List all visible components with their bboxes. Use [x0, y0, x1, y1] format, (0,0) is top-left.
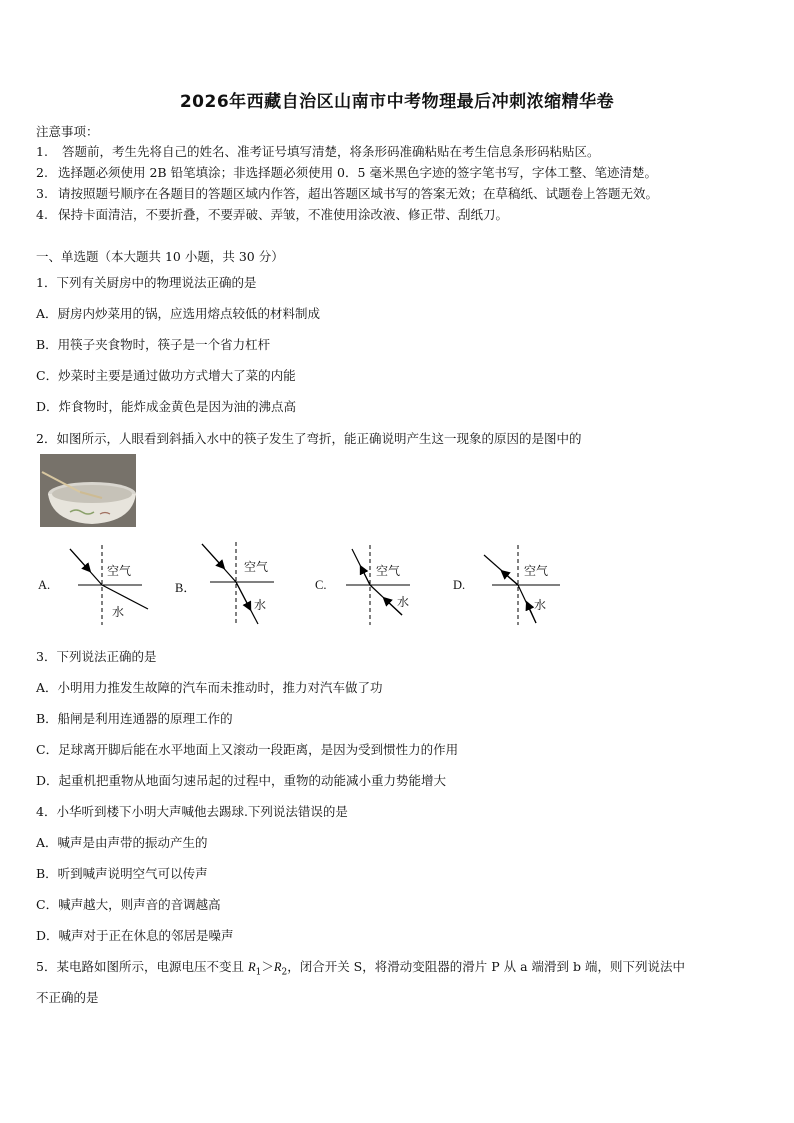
notice-item-number: 1. [36, 144, 48, 159]
diagram-d-water-label: 水 [534, 598, 547, 612]
question-3-stem: 3．下列说法正确的是 [36, 649, 157, 664]
question-1-stem: 1．下列有关厨房中的物理说法正确的是 [36, 275, 257, 290]
page-title: 2026年西藏自治区山南市中考物理最后冲刺浓缩精华卷 [179, 92, 615, 112]
diagram-a-air-label: 空气 [107, 564, 132, 578]
refraction-diagram-b [196, 542, 306, 630]
question-4-option-a: A．喊声是由声带的振动产生的 [36, 835, 208, 850]
question-4-stem: 4．小华听到楼下小明大声喊他去踢球.下列说法错误的是 [36, 804, 348, 819]
notice-item-text: 保持卡面清洁，不要折叠，不要弄破、弄皱，不准使用涂改液、修正带、刮纸刀。 [58, 207, 509, 222]
question-3-option-c: C．足球离开脚后能在水平地面上又滚动一段距离，是因为受到惯性力的作用 [36, 742, 459, 757]
question-4-option-c: C．喊声越大，则声音的音调越高 [36, 897, 221, 912]
resistor-r1-subscript: 1 [255, 967, 262, 978]
question-3-option-a: A．小明用力推发生故障的汽车而未推动时，推力对汽车做了功 [36, 680, 383, 695]
diagram-a-label: A. [38, 578, 51, 592]
resistor-r1-symbol: R [247, 960, 256, 974]
question-3-option-d: D．起重机把重物从地面匀速吊起的过程中，重物的动能减小重力势能增大 [36, 773, 447, 788]
notice-item-text: 选择题必须使用 2B 铅笔填涂；非选择题必须使用 0．5 毫米黑色字迹的签字笔书写，字体工整、笔迹清楚。 [58, 165, 657, 180]
question-1-option-c: C．炒菜时主要是通过做功方式增大了菜的内能 [36, 368, 296, 383]
diagram-b-air-label: 空气 [244, 560, 269, 574]
question-5-stem-continued: 不正确的是 [36, 990, 99, 1005]
chopsticks-in-bowl-photo [40, 454, 136, 527]
resistor-r2-symbol: R [273, 960, 282, 974]
notice-item-number: 2. [36, 165, 48, 180]
notice-item-number: 4. [36, 207, 48, 222]
notice-item-text: 答题前，考生先将自己的姓名、准考证号填写清楚，将条形码准确粘贴在考生信息条形码粘贴区。 [58, 144, 600, 159]
diagram-d-label: D. [453, 578, 466, 592]
refraction-diagram-d [476, 545, 586, 630]
question-4-option-d: D．喊声对于正在休息的邻居是噪声 [36, 928, 234, 943]
diagram-c-label: C. [315, 578, 327, 592]
greater-than-sign: ＞ [261, 959, 274, 974]
diagram-c-water-label: 水 [397, 595, 410, 609]
diagram-a-water-label: 水 [112, 605, 125, 619]
diagram-b-water-label: 水 [254, 598, 267, 612]
notice-item [36, 184, 658, 202]
notice-heading: 注意事项： [36, 124, 99, 139]
diagram-c-air-label: 空气 [376, 564, 401, 578]
section-heading: 一、单选题（本大题共 10 小题，共 30 分） [36, 249, 284, 264]
notice-item [36, 142, 599, 160]
question-2-stem: 2．如图所示，人眼看到斜插入水中的筷子发生了弯折，能正确说明产生这一现象的原因的是图中的 [36, 431, 582, 446]
question-3-option-b: B．船闸是利用连通器的原理工作的 [36, 711, 233, 726]
question-1-option-b: B．用筷子夹食物时，筷子是一个省力杠杆 [36, 337, 271, 352]
question-4-option-b: B．听到喊声说明空气可以传声 [36, 866, 208, 881]
notice-item [36, 205, 508, 223]
refraction-diagram-c [338, 545, 448, 630]
notice-item-text: 请按照题号顺序在各题目的答题区域内作答，超出答题区域书写的答案无效；在草稿纸、试题卷上答题无效。 [58, 186, 659, 201]
question-5-stem-part-2: ，闭合开关 S，将滑动变阻器的滑片 P 从 a 端滑到 b 端，则下列说法中 [287, 959, 685, 974]
question-1-option-a: A．厨房内炒菜用的锅，应选用熔点较低的材料制成 [36, 306, 321, 321]
question-5-stem [36, 957, 685, 978]
diagram-b-label: B． [175, 581, 196, 595]
question-5-stem-part-1: 5．某电路如图所示，电源电压不变且 [36, 959, 248, 974]
diagram-d-air-label: 空气 [524, 564, 549, 578]
notice-item [36, 163, 657, 181]
resistor-r2-subscript: 2 [281, 967, 288, 978]
question-1-option-d: D．炸食物时，能炸成金黄色是因为油的沸点高 [36, 399, 297, 414]
notice-item-number: 3. [36, 186, 48, 201]
